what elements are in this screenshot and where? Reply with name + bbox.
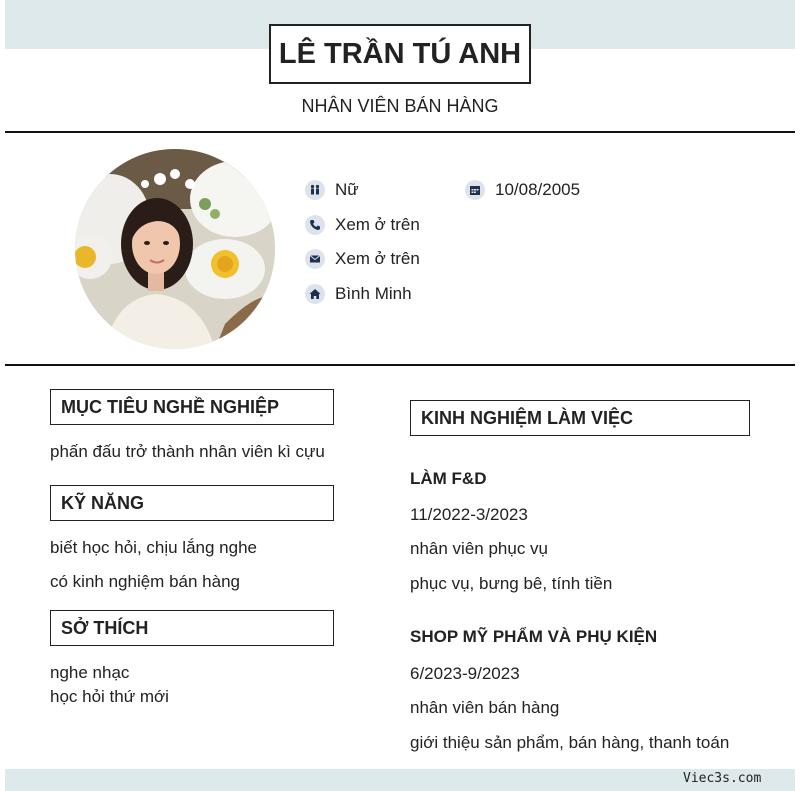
phone-icon: [305, 215, 325, 235]
email-value: Xem ở trên: [335, 249, 420, 268]
experience-heading: KINH NGHIỆM LÀM VIỆC: [410, 400, 750, 436]
job-period: 11/2022-3/2023: [410, 505, 528, 524]
mail-icon: [305, 249, 325, 269]
skill-item: biết học hỏi, chịu lắng nghe: [50, 538, 257, 557]
skills-heading: KỸ NĂNG: [50, 485, 334, 521]
candidate-name: LÊ TRẦN TÚ ANH: [269, 24, 531, 84]
birthdate-value: 10/08/2005: [495, 180, 581, 199]
phone-row: [305, 215, 420, 235]
job-company: LÀM F&D: [410, 469, 487, 488]
divider-middle: [5, 364, 795, 366]
job-period: 6/2023-9/2023: [410, 664, 520, 683]
avatar: [75, 149, 275, 349]
phone-value: Xem ở trên: [335, 215, 420, 234]
email-row: [305, 249, 420, 269]
divider-top: [5, 131, 795, 133]
birthdate-row: [465, 180, 580, 200]
job-title: NHÂN VIÊN BÁN HÀNG: [301, 96, 499, 116]
hobby-item: nghe nhạc: [50, 663, 130, 682]
bottom-band: [5, 769, 795, 791]
job-company: SHOP MỸ PHẨM VÀ PHỤ KIỆN: [410, 627, 658, 646]
job-role: nhân viên phục vụ: [410, 539, 548, 558]
footer-brand[interactable]: Viec3s.com: [683, 771, 762, 786]
skill-item: có kinh nghiệm bán hàng: [50, 572, 240, 591]
job-duties: phục vụ, bưng bê, tính tiền: [410, 574, 613, 593]
avatar-photo: [75, 149, 275, 349]
gender-icon: [305, 180, 325, 200]
hobbies-heading: SỞ THÍCH: [50, 610, 334, 646]
objective-heading: MỤC TIÊU NGHỀ NGHIỆP: [50, 389, 334, 425]
calendar-icon: [465, 180, 485, 200]
job-role: nhân viên bán hàng: [410, 698, 560, 717]
address-row: [305, 284, 412, 304]
gender-row: [305, 180, 359, 200]
objective-text: phấn đấu trở thành nhân viên kì cựu: [50, 442, 325, 461]
address-value: Bình Minh: [335, 284, 412, 303]
job-duties: giới thiệu sản phẩm, bán hàng, thanh toán: [410, 733, 730, 752]
home-icon: [305, 284, 325, 304]
gender-value: Nữ: [335, 180, 359, 199]
hobby-item: học hỏi thứ mới: [50, 687, 169, 706]
